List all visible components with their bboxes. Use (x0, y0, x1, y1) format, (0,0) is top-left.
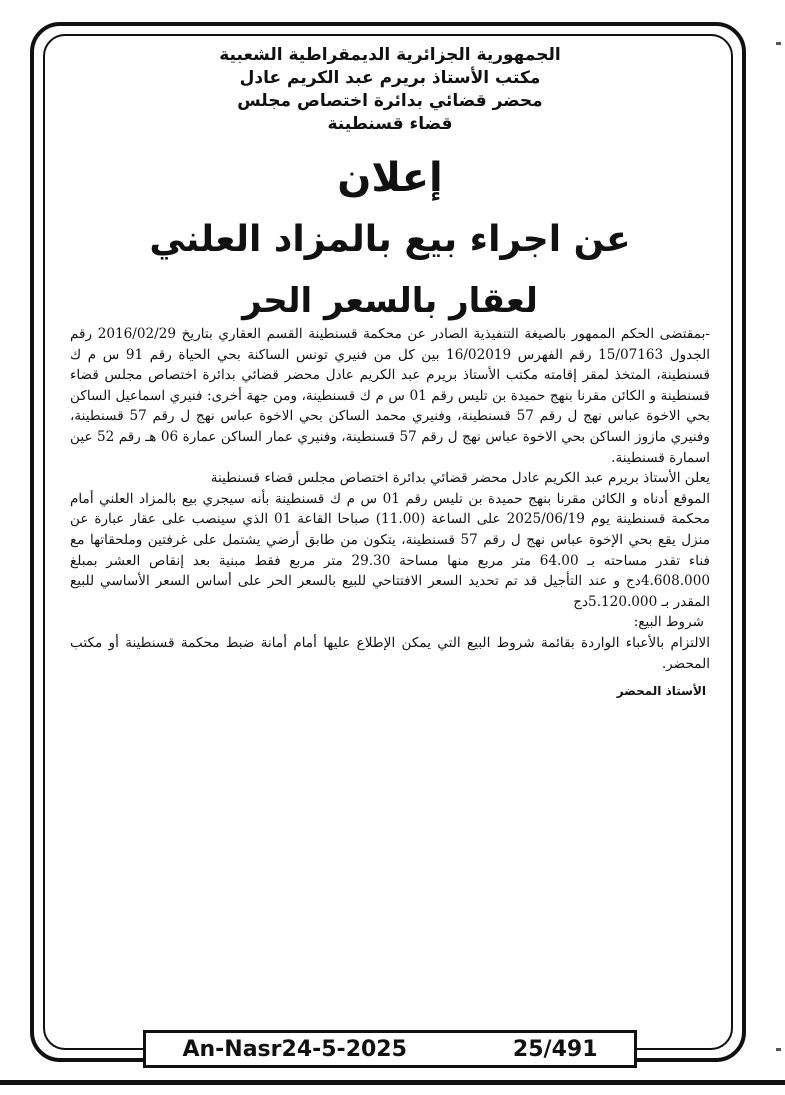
announcer-paragraph: يعلن الأستاذ بريرم عبد الكريم عادل محضر قضائي بدائرة اختصاص مجلس قضاء قسنطينة (210, 470, 710, 487)
bottom-rule (0, 1080, 785, 1085)
edge-mark (776, 1048, 781, 1051)
announcement-heading: إعلان (337, 155, 443, 201)
publication-source: An-Nasr24-5-2025 (182, 1036, 407, 1062)
notice-subtitle: لعقار بالسعر الحر (242, 281, 538, 321)
notice-title: عن اجراء بيع بالمزاد العلني (149, 219, 631, 260)
edge-mark (776, 42, 781, 45)
header-republic: الجمهورية الجزائرية الديمقراطية الشعبية (219, 45, 561, 65)
header-office: مكتب الأستاذ بريرم عبد الكريم عادل (239, 68, 541, 88)
publication-reference: 25/491 (512, 1036, 598, 1062)
sale-details-paragraph: الموقع أدناه و الكائن مقرنا بنهج حميدة بن تليس رقم 01 س م ك قسنطينة بأنه سيجري بيع بالمزاد العلني أمام محكمة قسنطينة يوم 2025/06/19 على الساعة (11.00) صباحا القاعة 01 الذي سينصب على عقار عبارة عن منزل يقع بحي الإخوة عباس نهج ل رقم 57 قسنطينة، يتكون من طابق أرضي يشتمل على غرفتين وملحقاتها مع فناء تقدر مساحته بـ 64.00 متر مربع منها مساحة 29.30 متر مربع فقط مبنية بعد إنقاص العشر بمبلغ 4.608.000دج و عند التأجيل قد تم تحديد السعر الافتتاحي للبيع بالسعر الحر على أساس السعر الأساسي للبيع المقدر بـ 5.120.000دج (70, 490, 710, 610)
header-bailiff: محضر قضائي بدائرة اختصاص مجلس (237, 91, 543, 111)
header-court: قضاء قسنطينة (327, 114, 453, 134)
judgment-paragraph: -بمقتضى الحكم الممهور بالصيغة التنفيذية الصادر عن محكمة قسنطينة القسم العقاري بتاريخ 2016/02/29 رقم الجدول 15/07163 رقم الفهرس 16/02019 بين كل من فنيري تونس الساكنة بحي الحياة رقم 91 س م ك قسنطينة، المتخذ لمقر إقامته مكتب الأستاذ بريرم عبد الكريم عادل محضر قضائي بدائرة اختصاص مجلس قضاء قسنطينة و الكائن مقرنا بنهج حميدة بن تليس رقم 01 س م ك قسنطينة، ومن جهة أخرى: فنيري اسماعيل الساكن بحي الاخوة عباس نهج ل رقم 57 قسنطينة، وفنيري محمد الساكن بحي الاخوة عباس نهج ل رقم 57 قسنطينة، وفنيري مازوز الساكن بحي الاخوة عباس نهج ل رقم 57 قسنطينة، وفنيري عمار الساكن عمارة 06 هـ رقم 52 عين اسمارة قسنطينة. (70, 326, 710, 466)
issuer-header (70, 44, 710, 136)
publication-footer (143, 1030, 637, 1068)
notice-content (70, 44, 710, 1004)
notice-body (70, 324, 710, 674)
signature: الأستاذ المحضر (616, 684, 706, 699)
sale-conditions-title: شروط البيع: (633, 614, 704, 631)
sale-conditions-text: الالتزام بالأعباء الواردة بقائمة شروط البيع التي يمكن الإطلاع عليها أمام أمانة ضبط محكمة قسنطينة أو مكتب المحضر. (70, 634, 710, 672)
